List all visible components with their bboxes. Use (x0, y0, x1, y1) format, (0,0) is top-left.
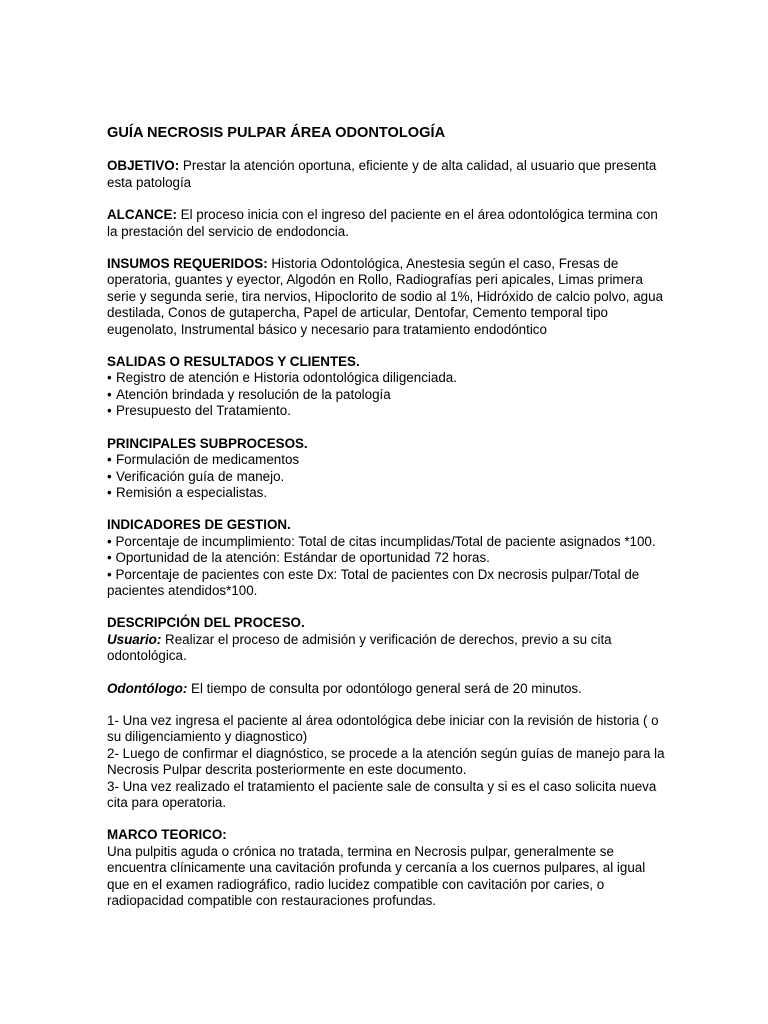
list-item: • Remisión a especialistas. (107, 484, 268, 500)
subprocesos-section (107, 436, 667, 502)
bullet-icon: • (107, 452, 112, 468)
odontologo-paragraph (107, 681, 667, 697)
objetivo-text: Prestar la atención oportuna, eficiente y de alta calidad, al usuario que presenta esta patología (107, 158, 657, 190)
step-item: 2- Luego de confirmar el diagnóstico, se procede a la atención según guías de manejo para la Necrosis Pulpar descrita posteriormente en este documento. (107, 745, 665, 778)
list-item: • Oportunidad de la atención: Estándar de oportunidad 72 horas. (107, 550, 490, 566)
bullet-icon: • (107, 533, 112, 549)
insumos-paragraph (107, 256, 667, 338)
odontologo-text: El tiempo de consulta por odontólogo general será de 20 minutos. (187, 680, 582, 696)
list-item: • Verificación guía de manejo. (107, 468, 285, 484)
alcance-paragraph (107, 207, 667, 240)
indicadores-section (107, 517, 667, 599)
marco-heading: MARCO TEORICO: (107, 827, 227, 843)
insumos-text: Historia Odontológica, Anestesia según el caso, Fresas de operatoria, guantes y eyector, Algodón en Rollo, Radiografías peri apicales, Limas primera serie y segunda serie, tira nervios, Hipoclorito de sodio al 1%, Hidróxido de calcio polvo, agua destilada, Conos de gutapercha, Papel de articular, Dentofar, Cemento temporal tipo eugenolato, Instrumental básico y necesario para tratamiento endodóntico (107, 256, 664, 337)
odontologo-label: Odontólogo: (107, 680, 188, 696)
descripcion-section (107, 615, 667, 664)
step-item: 3- Una vez realizado el tratamiento el paciente sale de consulta y si es el caso solicita nueva cita para operatoria. (107, 778, 657, 810)
list-item: • Porcentaje de pacientes con este Dx: Total de pacientes con Dx necrosis pulpar/Total de pacientes atendidos*100. (107, 566, 640, 598)
marco-section (107, 827, 667, 909)
document-page (107, 125, 667, 925)
salidas-heading: SALIDAS O RESULTADOS Y CLIENTES. (107, 354, 360, 370)
bullet-icon: • (107, 484, 112, 500)
alcance-text: El proceso inicia con el ingreso del paciente en el área odontológica termina con la prestación del servicio de endodoncia. (107, 207, 658, 239)
salidas-section (107, 354, 667, 420)
document-title: GUÍA NECROSIS PULPAR ÁREA ODONTOLOGÍA (107, 125, 446, 141)
objetivo-paragraph (107, 158, 667, 191)
bullet-icon: • (107, 403, 112, 419)
list-item: • Atención brindada y resolución de la patología (107, 386, 391, 402)
insumos-label: INSUMOS REQUERIDOS: (107, 256, 268, 272)
step-item: 1- Una vez ingresa el paciente al área odontológica debe iniciar con la revisión de historia ( o su diligenciamiento y diagnostico) (107, 712, 659, 745)
usuario-paragraph (107, 632, 667, 665)
list-item: • Presupuesto del Tratamiento. (107, 403, 291, 419)
usuario-text: Realizar el proceso de admisión y verificación de derechos, previo a su cita odontológica. (107, 631, 612, 664)
alcance-label: ALCANCE: (107, 207, 177, 223)
bullet-icon: • (107, 566, 112, 582)
objetivo-label: OBJETIVO: (107, 158, 180, 174)
list-item: • Formulación de medicamentos (107, 452, 300, 468)
steps-list (107, 713, 667, 811)
bullet-icon: • (107, 370, 112, 386)
bullet-icon: • (107, 468, 112, 484)
descripcion-heading: DESCRIPCIÓN DEL PROCESO. (107, 615, 305, 631)
marco-text: Una pulpitis aguda o crónica no tratada, termina en Necrosis pulpar, generalmente se encuentra clínicamente una cavitación profunda y cercanía a los cuernos pulpares, al igual que en el examen radiográfico, radio lucidez compatible con cavitación por caries, o radiopacidad compatible con restauraciones profundas. (107, 843, 646, 909)
bullet-icon: • (107, 550, 112, 566)
list-item: • Registro de atención e Historia odontológica diligenciada. (107, 370, 457, 386)
indicadores-heading: INDICADORES DE GESTION. (107, 517, 291, 533)
subprocesos-heading: PRINCIPALES SUBPROCESOS. (107, 435, 308, 451)
usuario-label: Usuario: (107, 631, 162, 647)
list-item: • Porcentaje de incumplimiento: Total de citas incumplidas/Total de paciente asignados *100. (107, 533, 656, 549)
bullet-icon: • (107, 386, 112, 402)
